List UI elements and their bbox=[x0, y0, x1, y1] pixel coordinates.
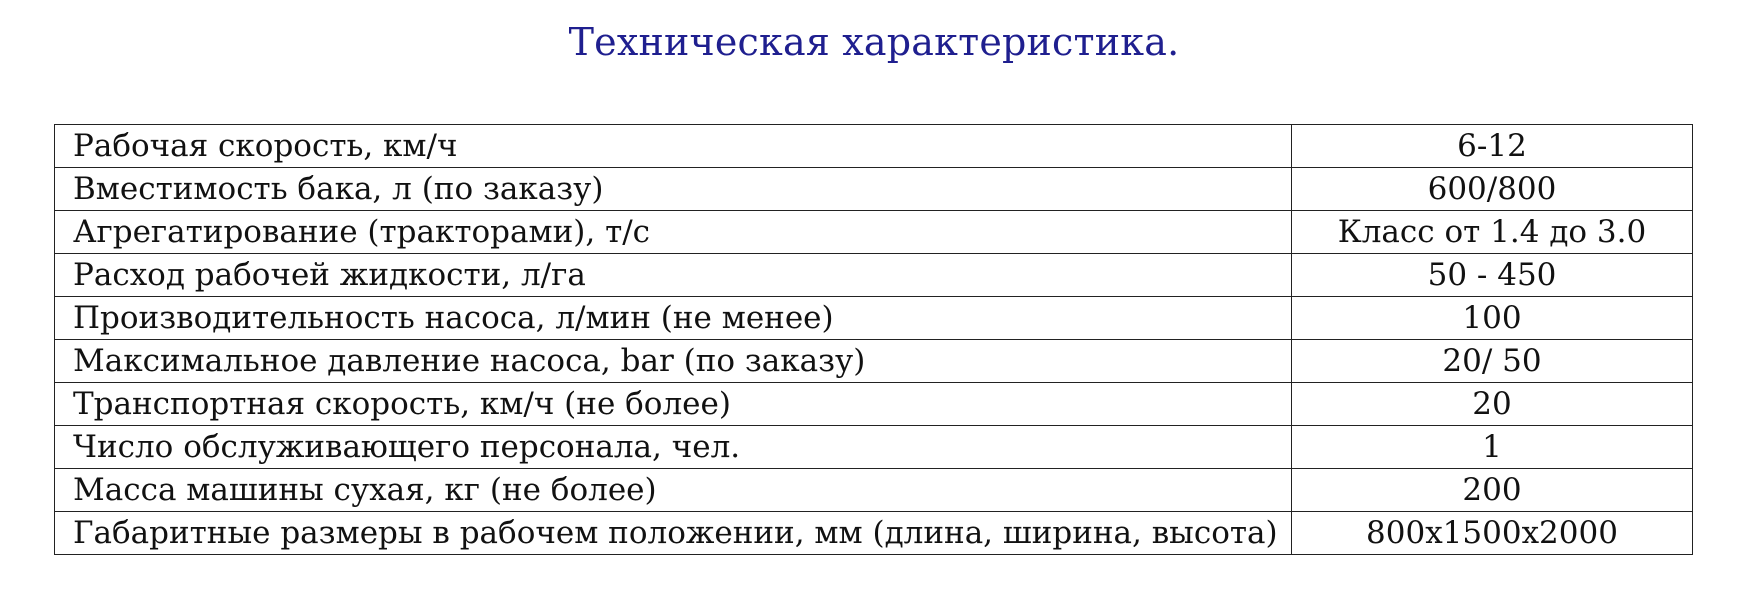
table-row bbox=[55, 211, 1693, 254]
param-cell: Транспортная скорость, км/ч (не более) bbox=[55, 383, 1292, 426]
table-row bbox=[55, 512, 1693, 555]
param-cell: Вместимость бака, л (по заказу) bbox=[55, 168, 1292, 211]
param-cell: Производительность насоса, л/мин (не менее) bbox=[55, 297, 1292, 340]
table-row bbox=[55, 125, 1693, 168]
value-cell: 100 bbox=[1292, 297, 1693, 340]
table-row bbox=[55, 297, 1693, 340]
table-row bbox=[55, 383, 1693, 426]
table-row bbox=[55, 469, 1693, 512]
value-cell: 50 - 450 bbox=[1292, 254, 1693, 297]
param-cell: Масса машины сухая, кг (не более) bbox=[55, 469, 1292, 512]
value-cell: 20/ 50 bbox=[1292, 340, 1693, 383]
value-cell: Класс от 1.4 до 3.0 bbox=[1292, 211, 1693, 254]
page-title: Техническая характеристика. bbox=[568, 20, 1180, 64]
value-cell: 6-12 bbox=[1292, 125, 1693, 168]
specifications-table bbox=[54, 124, 1693, 555]
value-cell: 600/800 bbox=[1292, 168, 1693, 211]
value-cell: 800х1500х2000 bbox=[1292, 512, 1693, 555]
value-cell: 20 bbox=[1292, 383, 1693, 426]
value-cell: 1 bbox=[1292, 426, 1693, 469]
value-cell: 200 bbox=[1292, 469, 1693, 512]
table-row bbox=[55, 426, 1693, 469]
table-row bbox=[55, 340, 1693, 383]
param-cell: Максимальное давление насоса, bar (по заказу) bbox=[55, 340, 1292, 383]
param-cell: Агрегатирование (тракторами), т/с bbox=[55, 211, 1292, 254]
param-cell: Рабочая скорость, км/ч bbox=[55, 125, 1292, 168]
table-row bbox=[55, 168, 1693, 211]
param-cell: Расход рабочей жидкости, л/га bbox=[55, 254, 1292, 297]
param-cell: Габаритные размеры в рабочем положении, мм (длина, ширина, высота) bbox=[55, 512, 1292, 555]
table-row bbox=[55, 254, 1693, 297]
param-cell: Число обслуживающего персонала, чел. bbox=[55, 426, 1292, 469]
